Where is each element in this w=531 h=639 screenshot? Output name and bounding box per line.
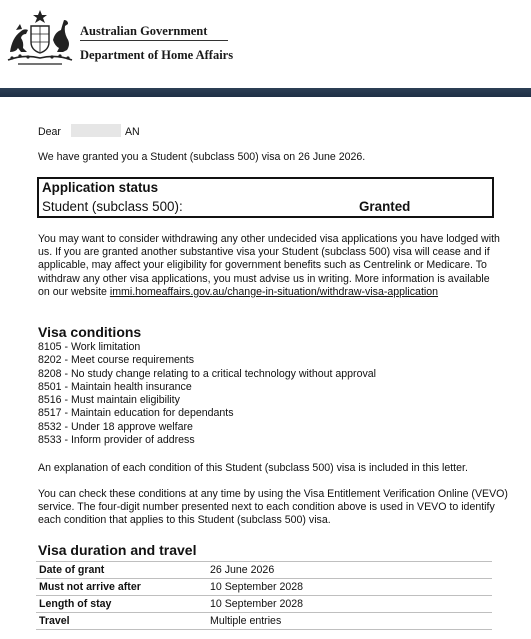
greeting (38, 124, 140, 138)
status-label: Student (subclass 500): (42, 199, 183, 214)
condition-item: 8533 - Inform provider of address (38, 434, 195, 447)
condition-item: 8501 - Maintain health insurance (38, 380, 192, 393)
department-name: Department of Home Affairs (80, 48, 234, 62)
status-title: Application status (42, 180, 159, 195)
duration-table (36, 561, 492, 630)
grant-statement: We have granted you a Student (subclass 500) visa on 26 June 2026. (38, 151, 366, 163)
condition-item: 8202 - Meet course requirements (38, 354, 195, 367)
table-row (36, 579, 492, 596)
row-label: Travel (36, 613, 207, 630)
table-row (36, 596, 492, 613)
letterhead (0, 0, 531, 88)
row-value: Multiple entries (207, 613, 492, 630)
condition-item: 8532 - Under 18 approve welfare (38, 420, 193, 433)
redacted-name (71, 124, 121, 137)
condition-item: 8208 - No study change relating to a critical technology without approval (38, 367, 377, 380)
condition-item: 8516 - Must maintain eligibility (38, 394, 180, 407)
withdraw-link[interactable]: immi.homeaffairs.gov.au/change-in-situation/withdraw-visa-application (109, 285, 439, 298)
conditions-list (38, 341, 376, 447)
row-value: 26 June 2026 (207, 562, 492, 579)
conditions-explanation: An explanation of each condition of this Student (subclass 500) visa is included in this letter. (38, 462, 468, 474)
row-value: 10 September 2028 (207, 596, 492, 613)
name-suffix: AN (124, 126, 140, 138)
duration-heading: Visa duration and travel (38, 542, 197, 558)
withdraw-paragraph (38, 233, 500, 299)
condition-item: 8105 - Work limitation (38, 341, 141, 353)
coat-of-arms-icon (4, 8, 76, 68)
row-value: 10 September 2028 (207, 579, 492, 596)
header-band (0, 88, 531, 97)
vevo-paragraph: You can check these conditions at any time by using the Visa Entitlement Verification Online (VEVO) service. The four-digit number presented next to each condition above is used in VEVO to identify each condition that applies to this Student (subclass 500) visa. (38, 488, 508, 527)
row-label: Length of stay (36, 596, 207, 613)
status-value: Granted (359, 199, 411, 214)
row-label: Must not arrive after (36, 579, 207, 596)
withdraw-text: You may want to consider withdrawing any other undecided visa applications you have lodged with us. If you are granted another substantive visa your Student (subclass 500) visa will cease and if applicable, may affect your eligibility for government benefits such as Centrelink or Medicare. To withdraw any other visa applications, you must advise us in writing. More information is available on our website (38, 233, 500, 298)
conditions-heading: Visa conditions (38, 324, 142, 340)
row-label: Date of grant (36, 562, 207, 579)
table-row (36, 562, 492, 579)
table-row (36, 613, 492, 630)
government-name: Australian Government (80, 24, 208, 38)
header-divider (80, 40, 228, 41)
application-status-box (37, 177, 494, 218)
salutation: Dear (38, 126, 61, 138)
condition-item: 8517 - Maintain education for dependants (38, 407, 234, 420)
